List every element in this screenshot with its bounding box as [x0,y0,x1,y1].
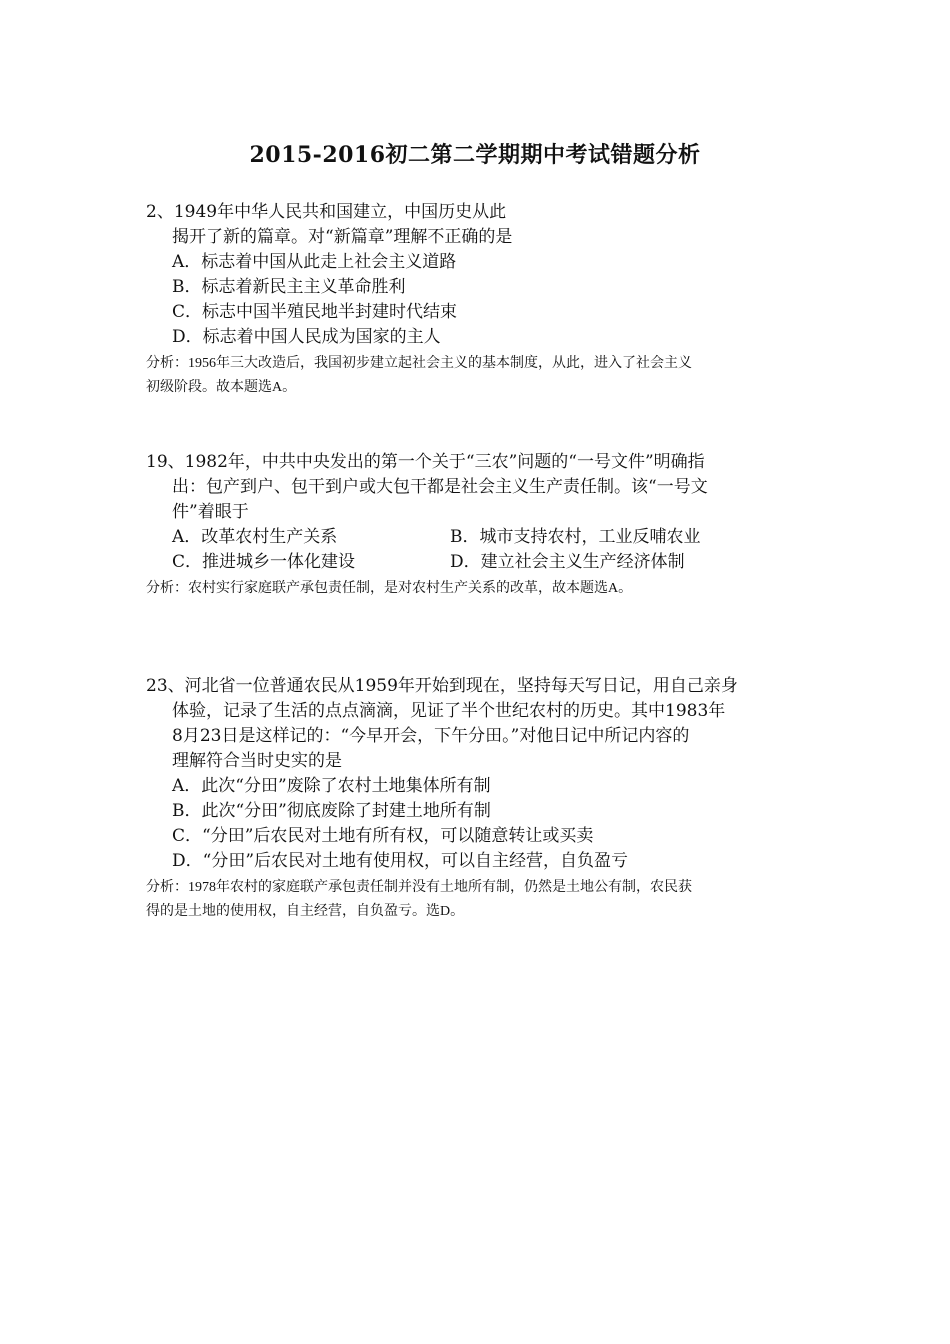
question-stem-line: 2、1949年中华人民共和国建立，中国历史从此 [146,202,507,222]
analysis-line: 分析：农村实行家庭联产承包责任制，是对农村生产关系的改革，故本题选A。 [146,581,633,596]
question-stem-line: 出：包产到户、包干到户或大包干都是社会主义生产责任制。该“一号文 [172,477,708,497]
page-title: 2015-2016初二第二学期期中考试错题分析 [249,142,701,168]
option-b: B．标志着新民主主义革命胜利 [172,277,406,297]
question-stem-line: 8月23日是这样记的：“今早开会，下午分田。”对他日记中所记内容的 [172,726,690,746]
question-stem-line: 件”着眼于 [172,502,249,522]
question-stem-line: 理解符合当时史实的是 [172,751,342,771]
analysis-line: 分析：1978年农村的家庭联产承包责任制并没有土地所有制，仍然是土地公有制，农民获 [146,880,692,895]
question-19 [146,450,816,601]
option-d: D．建立社会主义生产经济体制 [450,552,685,572]
option-row [146,525,816,550]
option-d: D．标志着中国人民成为国家的主人 [172,327,441,347]
option-c: C．推进城乡一体化建设 [172,552,356,572]
analysis-line: 初级阶段。故本题选A。 [146,380,297,395]
analysis-line: 得的是土地的使用权，自主经营，自负盈亏。选D。 [146,904,465,919]
question-23 [146,674,816,924]
option-a: A．改革农村生产关系 [172,527,338,547]
option-a: A．标志着中国从此走上社会主义道路 [172,252,457,272]
question-stem-line: 体验，记录了生活的点点滴滴，见证了半个世纪农村的历史。其中1983年 [172,701,726,721]
option-b: B．此次“分田”彻底废除了封建土地所有制 [172,801,491,821]
question-stem-line: 23、河北省一位普通农民从1959年开始到现在，坚持每天写日记，用自己亲身 [146,676,738,696]
option-row [146,550,816,575]
analysis-line: 分析：1956年三大改造后，我国初步建立起社会主义的基本制度，从此，进入了社会主义 [146,356,692,371]
option-d: D．“分田”后农民对土地有使用权，可以自主经营，自负盈亏 [172,851,629,871]
question-stem-line: 揭开了新的篇章。对“新篇章”理解不正确的是 [172,227,513,247]
option-c: C．“分田”后农民对土地有所有权，可以随意转让或买卖 [172,826,594,846]
option-c: C．标志中国半殖民地半封建时代结束 [172,302,458,322]
option-b: B．城市支持农村，工业反哺农业 [450,527,701,547]
question-stem-line: 19、1982年，中共中央发出的第一个关于“三农”问题的“一号文件”明确指 [146,452,705,472]
question-2 [146,200,816,400]
option-a: A．此次“分田”废除了农村土地集体所有制 [172,776,491,796]
